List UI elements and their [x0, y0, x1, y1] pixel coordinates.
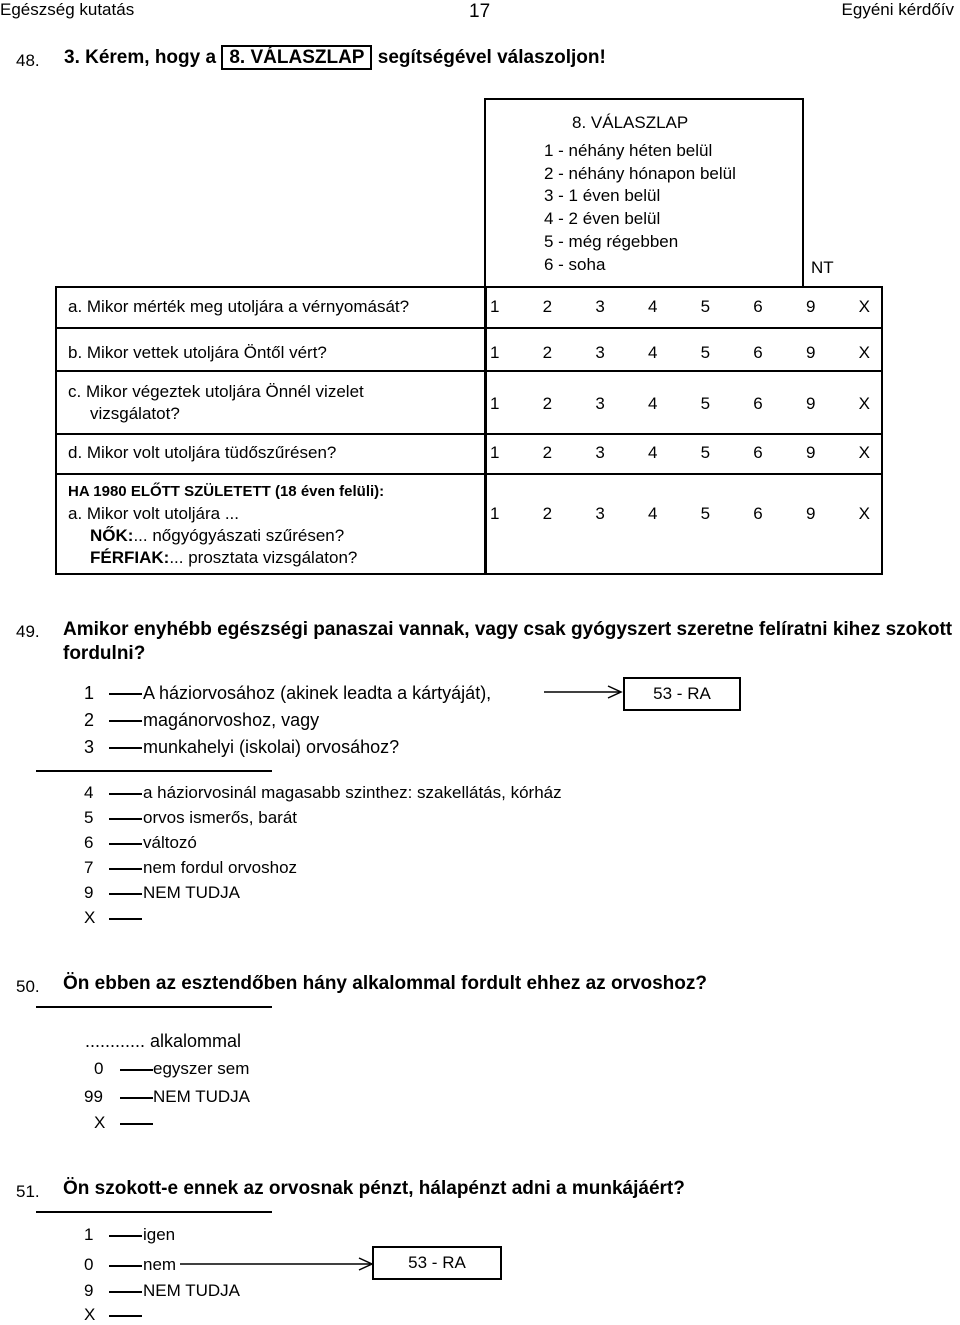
q51-opt9-label[interactable]: NEM TUDJA	[143, 1281, 240, 1300]
q50-question: Ön ebben az esztendőben hány alkalommal fordult ehhez az orvoshoz?	[63, 973, 707, 994]
q50-number: 50.	[16, 977, 40, 996]
last-row-men	[90, 548, 357, 568]
code-option[interactable]: 6	[753, 343, 763, 362]
men-text: ... prosztata vizsgálaton?	[169, 548, 358, 567]
q49-opt4-code: 4	[84, 783, 94, 802]
row-line	[55, 327, 883, 329]
code-option[interactable]: 6	[753, 504, 763, 523]
code-option[interactable]: 4	[647, 394, 658, 413]
q49-opt7-code: 7	[84, 858, 94, 877]
q51-opt1-label[interactable]: igen	[143, 1225, 176, 1244]
code-option[interactable]: 3	[595, 394, 605, 413]
last-row-line1: a. Mikor volt utoljára ...	[68, 504, 240, 523]
code-option[interactable]: 9	[805, 343, 816, 362]
code-option[interactable]: 4	[647, 443, 658, 462]
dash	[120, 1097, 153, 1099]
code-option[interactable]: 4	[647, 297, 658, 316]
q49-opt7-label[interactable]: nem fordul orvoshoz	[143, 858, 298, 877]
q50-opt99-code: 99	[84, 1087, 103, 1106]
card-item: 1 - néhány héten belül	[544, 141, 713, 160]
code-option[interactable]: 5	[700, 343, 711, 362]
nt-label: NT	[811, 258, 834, 277]
card-item: 3 - 1 éven belül	[544, 186, 661, 206]
q50-answer-field[interactable]: ............ alkalommal	[85, 1031, 242, 1051]
q49-opt5-label[interactable]: orvos ismerős, barát	[143, 808, 297, 827]
answer-card-items	[544, 140, 736, 276]
code-option[interactable]: 3	[595, 297, 605, 316]
q49-opt6-code: 6	[84, 833, 94, 852]
row-c-line1: c. Mikor végeztek utoljára Önnél vizelet	[68, 382, 364, 401]
q49-opt1-label[interactable]: A háziorvosához (akinek leadta a kártyáját),	[143, 683, 492, 703]
code-option[interactable]: 5	[700, 443, 711, 462]
last-row-women	[90, 526, 344, 546]
q49-opt9-label[interactable]: NEM TUDJA	[143, 883, 240, 902]
q49-optx-code[interactable]: X	[84, 908, 96, 927]
q48-text-pre: 3. Kérem, hogy a	[64, 47, 217, 68]
q51-opt9-code: 9	[84, 1281, 94, 1300]
row-d-codes[interactable]	[490, 443, 870, 463]
q48-number: 48.	[16, 51, 40, 70]
code-option[interactable]: 9	[805, 443, 816, 462]
code-option[interactable]: 3	[595, 504, 605, 523]
row-e-codes[interactable]	[490, 504, 870, 524]
dash	[120, 1069, 153, 1071]
code-option[interactable]: 9	[805, 504, 816, 523]
code-option[interactable]: 5	[700, 297, 711, 316]
grid-divider	[484, 286, 487, 575]
q51-opt0-label[interactable]: nem	[143, 1255, 177, 1274]
dash	[109, 843, 142, 845]
code-option[interactable]: X	[858, 297, 870, 316]
q51-number: 51.	[16, 1182, 40, 1201]
q50-opt0-code: 0	[94, 1059, 104, 1078]
page-number: 17	[469, 1, 491, 22]
dash	[109, 747, 142, 749]
dash	[109, 1265, 142, 1267]
code-option[interactable]: X	[858, 443, 870, 462]
code-option[interactable]: 5	[700, 394, 711, 413]
dash	[109, 918, 142, 920]
code-option[interactable]: 3	[595, 443, 605, 462]
row-line	[55, 473, 883, 475]
dash	[109, 818, 142, 820]
separator-line	[36, 770, 272, 772]
code-option[interactable]: 2	[542, 297, 553, 316]
row-line	[55, 370, 883, 372]
code-option[interactable]: 4	[647, 343, 658, 362]
q48-card-ref: 8. VÁLASZLAP	[221, 45, 372, 70]
q49-opt4-label[interactable]: a háziorvosinál magasabb szinthez: szakellátás, kórház	[143, 783, 562, 802]
answer-card-title: 8. VÁLASZLAP	[572, 113, 689, 132]
header-right: Egyéni kérdőív	[841, 0, 954, 19]
separator-line	[36, 1006, 272, 1008]
code-option[interactable]: X	[858, 394, 870, 413]
code-option[interactable]: 2	[542, 343, 553, 362]
q48-question	[64, 47, 606, 69]
code-option[interactable]: 2	[542, 504, 553, 523]
women-text: ... nőgyógyászati szűrésen?	[133, 526, 345, 545]
separator-line	[36, 1211, 272, 1213]
code-option[interactable]: 2	[542, 394, 553, 413]
dash	[109, 1235, 142, 1237]
dash	[109, 1291, 142, 1293]
q49-opt3-label[interactable]: munkahelyi (iskolai) orvosához?	[143, 737, 400, 757]
q49-opt2-code: 2	[84, 710, 95, 730]
code-option[interactable]: 9	[805, 297, 816, 316]
dash	[109, 1315, 142, 1317]
card-item: 6 - soha	[544, 254, 606, 274]
q49-opt9-code: 9	[84, 883, 94, 902]
code-option[interactable]: 1	[490, 504, 500, 523]
skip-arrow-icon	[180, 1255, 375, 1275]
skip-arrow-icon	[544, 683, 624, 703]
code-option[interactable]: 4	[647, 504, 658, 523]
q50-optx-code[interactable]: X	[94, 1113, 106, 1132]
dash	[109, 693, 142, 695]
row-a-codes[interactable]	[490, 297, 870, 317]
code-option[interactable]: 6	[753, 443, 763, 462]
code-option[interactable]: X	[858, 504, 870, 523]
dash	[109, 793, 142, 795]
code-option[interactable]: 1	[490, 297, 500, 316]
row-c-label	[68, 381, 364, 425]
q51-opt1-code: 1	[84, 1225, 94, 1244]
q51-question: Ön szokott-e ennek az orvosnak pénzt, hálapénzt adni a munkájáért?	[63, 1178, 685, 1199]
card-item: 5 - még régebben	[544, 231, 679, 251]
header-left: Egészség kutatás	[0, 0, 135, 19]
dash	[120, 1123, 153, 1125]
women-label: NŐK:	[90, 526, 134, 545]
dash	[109, 868, 142, 870]
row-b-codes[interactable]	[490, 343, 870, 363]
code-option[interactable]: 1	[490, 343, 500, 362]
men-label: FÉRFIAK:	[90, 548, 170, 567]
q49-number: 49.	[16, 622, 40, 641]
row-c-line2: vizsgálatot?	[90, 404, 180, 423]
q49-opt3-code: 3	[84, 737, 95, 757]
q51-skip-box: 53 - RA	[372, 1246, 502, 1280]
code-option[interactable]: 2	[542, 443, 553, 462]
row-d-label: d. Mikor volt utoljára tüdőszűrésen?	[68, 443, 337, 462]
q49-question: Amikor enyhébb egészségi panaszai vannak, vagy csak gyógyszert szeretne felíratni kihez szokott fordulni?	[63, 619, 953, 664]
row-c-codes[interactable]	[490, 394, 870, 414]
code-option[interactable]: 6	[753, 394, 763, 413]
card-item: 4 - 2 éven belül	[544, 209, 661, 229]
code-option[interactable]: 9	[805, 394, 816, 413]
code-option[interactable]: 6	[753, 297, 763, 316]
q49-opt6-label[interactable]: változó	[143, 833, 197, 852]
code-option[interactable]: 3	[595, 343, 605, 362]
card-item: 2 - néhány hónapon belül	[544, 163, 736, 183]
q50-opt99-label[interactable]: NEM TUDJA	[153, 1087, 250, 1106]
q49-opt2-label[interactable]: magánorvoshoz, vagy	[143, 710, 320, 730]
q49-opt1-code: 1	[84, 683, 95, 703]
q51-optx-code[interactable]: X	[84, 1305, 96, 1324]
q51-opt0-code: 0	[84, 1255, 94, 1274]
code-option[interactable]: 1	[490, 443, 500, 462]
code-option[interactable]: 5	[700, 504, 711, 523]
code-option[interactable]: X	[858, 343, 870, 362]
q48-text-post: segítségével válaszoljon!	[377, 47, 606, 68]
dash	[109, 720, 142, 722]
code-option[interactable]: 1	[490, 394, 500, 413]
q50-opt0-label[interactable]: egyszer sem	[153, 1059, 250, 1078]
q49-skip-box: 53 - RA	[623, 677, 741, 711]
row-a-label: a. Mikor mérték meg utoljára a vérnyomását?	[68, 297, 410, 316]
row-b-label: b. Mikor vettek utoljára Öntől vért?	[68, 343, 327, 362]
last-row-heading: HA 1980 ELŐTT SZÜLETETT (18 éven felüli):	[68, 483, 385, 500]
row-line	[55, 433, 883, 435]
dash	[109, 893, 142, 895]
q49-opt5-code: 5	[84, 808, 94, 827]
